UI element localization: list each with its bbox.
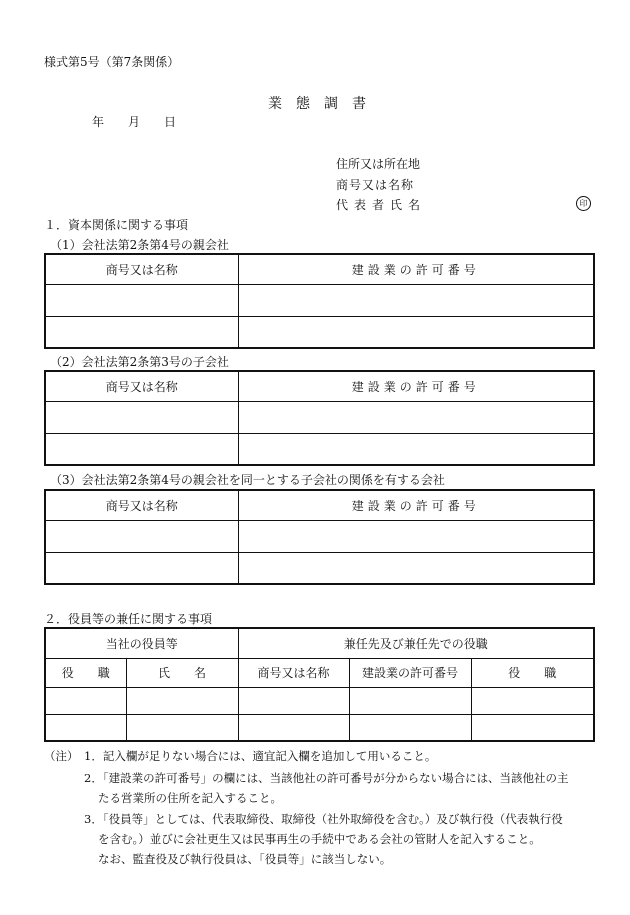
col-role: 役 職: [45, 658, 126, 687]
note-2-line1: 2．「建設業の許可番号」の欄には、当該他社の許可番号が分からない場合には、当該他社の主: [84, 771, 569, 785]
table-row: [45, 714, 594, 741]
address-label: 住所又は所在地: [336, 157, 421, 171]
cell-permit-number[interactable]: [238, 552, 594, 584]
page-title: 業態調書: [268, 96, 380, 112]
col-permit-number: 建設業の許可番号: [349, 658, 471, 687]
cell-person-name[interactable]: [126, 687, 238, 714]
date-year: 年: [92, 115, 105, 129]
officer-concurrent-table: [44, 627, 595, 742]
table-row: [45, 687, 594, 714]
section1-sub3: （3）会社法第2条第4号の親会社を同一とする子会社の関係を有する会社: [50, 473, 445, 487]
cell-permit-number[interactable]: [238, 401, 594, 433]
table-row: [45, 316, 594, 348]
cell-company-name[interactable]: [45, 433, 238, 465]
cell-role[interactable]: [45, 687, 126, 714]
note-2-line2: たる営業所の住所を記入すること。: [98, 791, 282, 805]
cell-role[interactable]: [45, 714, 126, 741]
table-row: [45, 401, 594, 433]
cell-company-name[interactable]: [238, 687, 349, 714]
sibling-company-table: [44, 489, 595, 585]
cell-company-name[interactable]: [45, 316, 238, 348]
table-row: [45, 433, 594, 465]
parent-company-table: [44, 253, 595, 349]
notes-prefix: （注）: [44, 749, 79, 763]
seal-mark: 印: [576, 196, 591, 211]
date-month: 月: [128, 115, 141, 129]
cell-concurrent-role[interactable]: [471, 687, 594, 714]
col-permit-number: 建設業の許可番号: [238, 490, 594, 520]
table-header-row: [45, 254, 594, 284]
cell-concurrent-role[interactable]: [471, 714, 594, 741]
table-row: [45, 552, 594, 584]
cell-permit-number[interactable]: [238, 520, 594, 552]
table-header-row: [45, 490, 594, 520]
cell-company-name[interactable]: [45, 552, 238, 584]
cell-permit-number[interactable]: [349, 714, 471, 741]
note-3-line1: 3．「役員等」としては、代表取締役、取締役（社外取締役を含む。）及び執行役（代表執行役: [84, 812, 563, 826]
company-name-label: 商号又は名称: [336, 178, 415, 192]
col-person-name: 氏 名: [126, 658, 238, 687]
date-day: 日: [164, 115, 177, 129]
cell-company-name[interactable]: [238, 714, 349, 741]
table-header-row: [45, 658, 594, 687]
cell-permit-number[interactable]: [238, 433, 594, 465]
col-concurrent-role: 役 職: [471, 658, 594, 687]
cell-permit-number[interactable]: [238, 316, 594, 348]
representative-label: 代表者氏名: [336, 198, 427, 212]
col-permit-number: 建設業の許可番号: [238, 254, 594, 284]
col-company-name: 商号又は名称: [45, 490, 238, 520]
note-1: 1．記入欄が足りない場合には、適宜記入欄を追加して用いること。: [84, 749, 437, 763]
table-row: [45, 520, 594, 552]
cell-person-name[interactable]: [126, 714, 238, 741]
cell-company-name[interactable]: [45, 520, 238, 552]
cell-company-name[interactable]: [45, 401, 238, 433]
note-3-line3: なお、監査役及び執行役員は、「役員等」に該当しない。: [98, 852, 392, 866]
table-header-row: [45, 371, 594, 401]
table-row: [45, 284, 594, 316]
form-number: 様式第5号（第7条関係）: [44, 55, 180, 69]
section1-sub2: （2）会社法第2条第3号の子会社: [50, 355, 229, 369]
col-permit-number: 建設業の許可番号: [238, 371, 594, 401]
cell-permit-number[interactable]: [349, 687, 471, 714]
section1-sub1: （1）会社法第2条第4号の親会社: [50, 238, 229, 252]
note-3-line2: を含む。）並びに会社更生又は民事再生の手続中である会社の管財人を記入すること。: [98, 832, 541, 846]
group-concurrent-posts: 兼任先及び兼任先での役職: [238, 628, 594, 658]
cell-company-name[interactable]: [45, 284, 238, 316]
cell-permit-number[interactable]: [238, 284, 594, 316]
section2-heading: ２．役員等の兼任に関する事項: [44, 612, 213, 626]
table-group-header-row: [45, 628, 594, 658]
subsidiary-table: [44, 370, 595, 466]
col-company-name: 商号又は名称: [238, 658, 349, 687]
group-own-officers: 当社の役員等: [45, 628, 238, 658]
col-company-name: 商号又は名称: [45, 371, 238, 401]
col-company-name: 商号又は名称: [45, 254, 238, 284]
section1-heading: １．資本関係に関する事項: [44, 218, 189, 232]
